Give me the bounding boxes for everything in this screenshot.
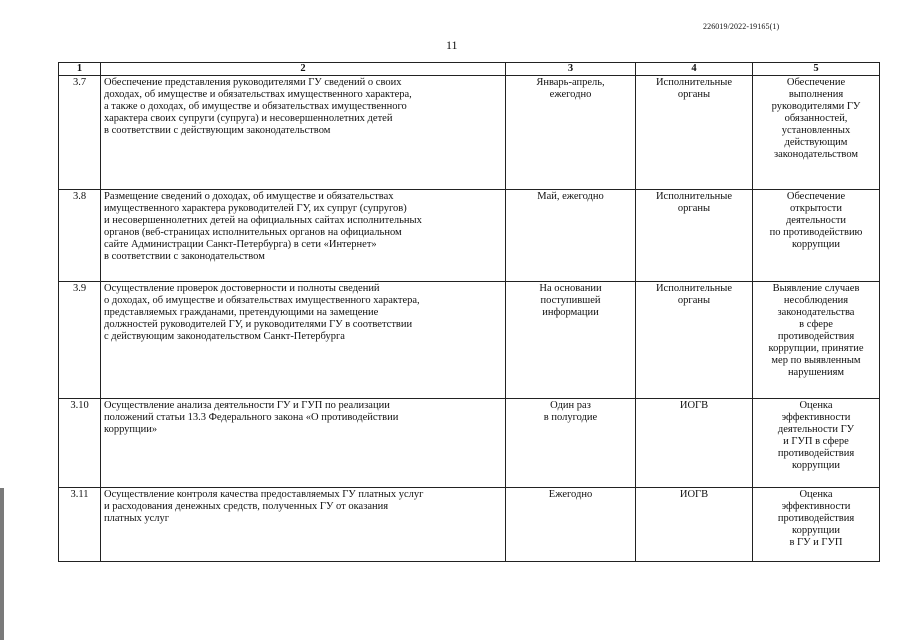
executor-cell bbox=[636, 76, 753, 190]
row-number: 3.7 bbox=[59, 76, 101, 190]
executor-cell bbox=[636, 488, 753, 562]
text-line: противодействия bbox=[777, 448, 855, 459]
text-line: с действующим законодательством Санкт-Петербурга bbox=[104, 331, 345, 342]
column-header: 3 bbox=[506, 63, 636, 76]
term-cell bbox=[506, 488, 636, 562]
text-line: в соответствии с законодательством bbox=[104, 251, 265, 262]
action-cell bbox=[101, 282, 506, 399]
text-line: в сфере bbox=[799, 319, 833, 330]
text-line: положений статьи 13.3 Федерального закона «О противодействии bbox=[104, 412, 399, 423]
text-line: коррупции bbox=[792, 239, 840, 250]
measures-table bbox=[58, 62, 880, 562]
result-cell bbox=[753, 76, 880, 190]
text-line: Обеспечение представления руководителями ГУ сведений о своих bbox=[104, 77, 402, 88]
action-cell bbox=[101, 488, 506, 562]
text-line: коррупции bbox=[792, 525, 840, 536]
text-line: Один раз bbox=[550, 400, 591, 411]
text-line: законодательства bbox=[777, 307, 855, 318]
row-number: 3.8 bbox=[59, 190, 101, 282]
term-cell bbox=[506, 399, 636, 488]
text-line: Осуществление анализа деятельности ГУ и ГУП по реализации bbox=[104, 400, 390, 411]
text-line: в ГУ и ГУП bbox=[789, 537, 843, 548]
executor-cell bbox=[636, 399, 753, 488]
text-line: деятельности bbox=[785, 215, 847, 226]
table-row bbox=[59, 282, 880, 399]
text-line: характера своих супруги (супруга) и несовершеннолетних детей bbox=[104, 113, 393, 124]
text-line: противодействия bbox=[777, 331, 855, 342]
action-cell bbox=[101, 190, 506, 282]
text-line: ежегодно bbox=[549, 89, 592, 100]
text-line: коррупции» bbox=[104, 424, 158, 435]
text-line: Исполнительные bbox=[655, 77, 733, 88]
text-line: Обеспечение bbox=[786, 191, 846, 202]
executor-cell bbox=[636, 190, 753, 282]
text-line: эффективности bbox=[781, 412, 851, 423]
text-line: установленных bbox=[781, 125, 851, 136]
text-line: Январь-апрель, bbox=[536, 77, 605, 88]
result-cell bbox=[753, 190, 880, 282]
text-line: сайте Администрации Санкт-Петербурга) в сети «Интернет» bbox=[104, 239, 377, 250]
scan-edge-shadow bbox=[0, 488, 4, 640]
text-line: действующим bbox=[784, 137, 848, 148]
row-number: 3.10 bbox=[59, 399, 101, 488]
table-row bbox=[59, 76, 880, 190]
text-line: имущественного характера руководителей ГУ, их супруг (супругов) bbox=[104, 203, 407, 214]
text-line: информации bbox=[542, 307, 599, 318]
text-line: а также о доходах, об имуществе и обязательствах имущественного bbox=[104, 101, 407, 112]
column-header: 5 bbox=[753, 63, 880, 76]
executor-cell bbox=[636, 282, 753, 399]
text-line: нарушениям bbox=[787, 367, 845, 378]
text-line: коррупции bbox=[792, 460, 840, 471]
text-line: Выявление случаев bbox=[772, 283, 860, 294]
text-line: руководителями ГУ bbox=[771, 101, 861, 112]
text-line: Исполнительные bbox=[655, 283, 733, 294]
text-line: поступившей bbox=[540, 295, 601, 306]
text-line: и ГУП в сфере bbox=[783, 436, 849, 447]
text-line: представляемых гражданами, претендующими на замещение bbox=[104, 307, 379, 318]
table-row bbox=[59, 399, 880, 488]
text-line: открытости bbox=[790, 203, 842, 214]
text-line: и расходования денежных средств, полученных ГУ от оказания bbox=[104, 501, 389, 512]
text-line: органы bbox=[677, 89, 711, 100]
text-line: в соответствии с действующим законодательством bbox=[104, 125, 331, 136]
text-line: выполнения bbox=[788, 89, 844, 100]
text-line: законодательством bbox=[773, 149, 859, 160]
column-header: 2 bbox=[101, 63, 506, 76]
term-cell bbox=[506, 282, 636, 399]
text-line: обязанностей, bbox=[784, 113, 848, 124]
text-line: коррупции, принятие bbox=[768, 343, 864, 354]
text-line: Осуществление проверок достоверности и полноты сведений bbox=[104, 283, 380, 294]
term-cell bbox=[506, 76, 636, 190]
result-cell bbox=[753, 399, 880, 488]
text-line: Май, ежегодно bbox=[537, 191, 604, 202]
action-cell bbox=[101, 399, 506, 488]
table-row bbox=[59, 190, 880, 282]
text-line: На основании bbox=[539, 283, 602, 294]
term-cell bbox=[506, 190, 636, 282]
text-line: эффективности bbox=[781, 501, 851, 512]
column-header: 4 bbox=[636, 63, 753, 76]
document-id: 226019/2022-19165(1) bbox=[703, 22, 780, 31]
text-line: должностей руководителей ГУ, и руководителями ГУ в соответствии bbox=[104, 319, 413, 330]
text-line: платных услуг bbox=[104, 513, 170, 524]
text-line: Оценка bbox=[799, 489, 833, 500]
text-line: органов (веб-страницах исполнительных органов на официальном bbox=[104, 227, 402, 238]
text-line: деятельности ГУ bbox=[777, 424, 855, 435]
text-line: ИОГВ bbox=[679, 489, 709, 500]
text-line: о доходах, об имуществе и обязательствах имущественного характера, bbox=[104, 295, 420, 306]
text-line: мер по выявленным bbox=[771, 355, 861, 366]
text-line: Размещение сведений о доходах, об имуществе и обязательствах bbox=[104, 191, 394, 202]
column-header: 1 bbox=[59, 63, 101, 76]
text-line: в полугодие bbox=[543, 412, 598, 423]
text-line: по противодействию bbox=[769, 227, 863, 238]
text-line: органы bbox=[677, 295, 711, 306]
result-cell bbox=[753, 282, 880, 399]
text-line: и несовершеннолетних детей на официальных сайтах исполнительных bbox=[104, 215, 422, 226]
header-row bbox=[59, 63, 880, 76]
page-number: 11 bbox=[446, 38, 458, 52]
text-line: несоблюдения bbox=[783, 295, 849, 306]
action-cell bbox=[101, 76, 506, 190]
text-line: Обеспечение bbox=[786, 77, 846, 88]
text-line: органы bbox=[677, 203, 711, 214]
text-line: Осуществление контроля качества предоставляемых ГУ платных услуг bbox=[104, 489, 424, 500]
text-line: Оценка bbox=[799, 400, 833, 411]
row-number: 3.9 bbox=[59, 282, 101, 399]
text-line: ИОГВ bbox=[679, 400, 709, 411]
text-line: доходах, об имуществе и обязательствах имущественного характера, bbox=[104, 89, 412, 100]
text-line: Исполнительные bbox=[655, 191, 733, 202]
row-number: 3.11 bbox=[59, 488, 101, 562]
text-line: противодействия bbox=[777, 513, 855, 524]
table-body bbox=[59, 76, 880, 562]
text-line: Ежегодно bbox=[548, 489, 593, 500]
result-cell bbox=[753, 488, 880, 562]
table-row bbox=[59, 488, 880, 562]
